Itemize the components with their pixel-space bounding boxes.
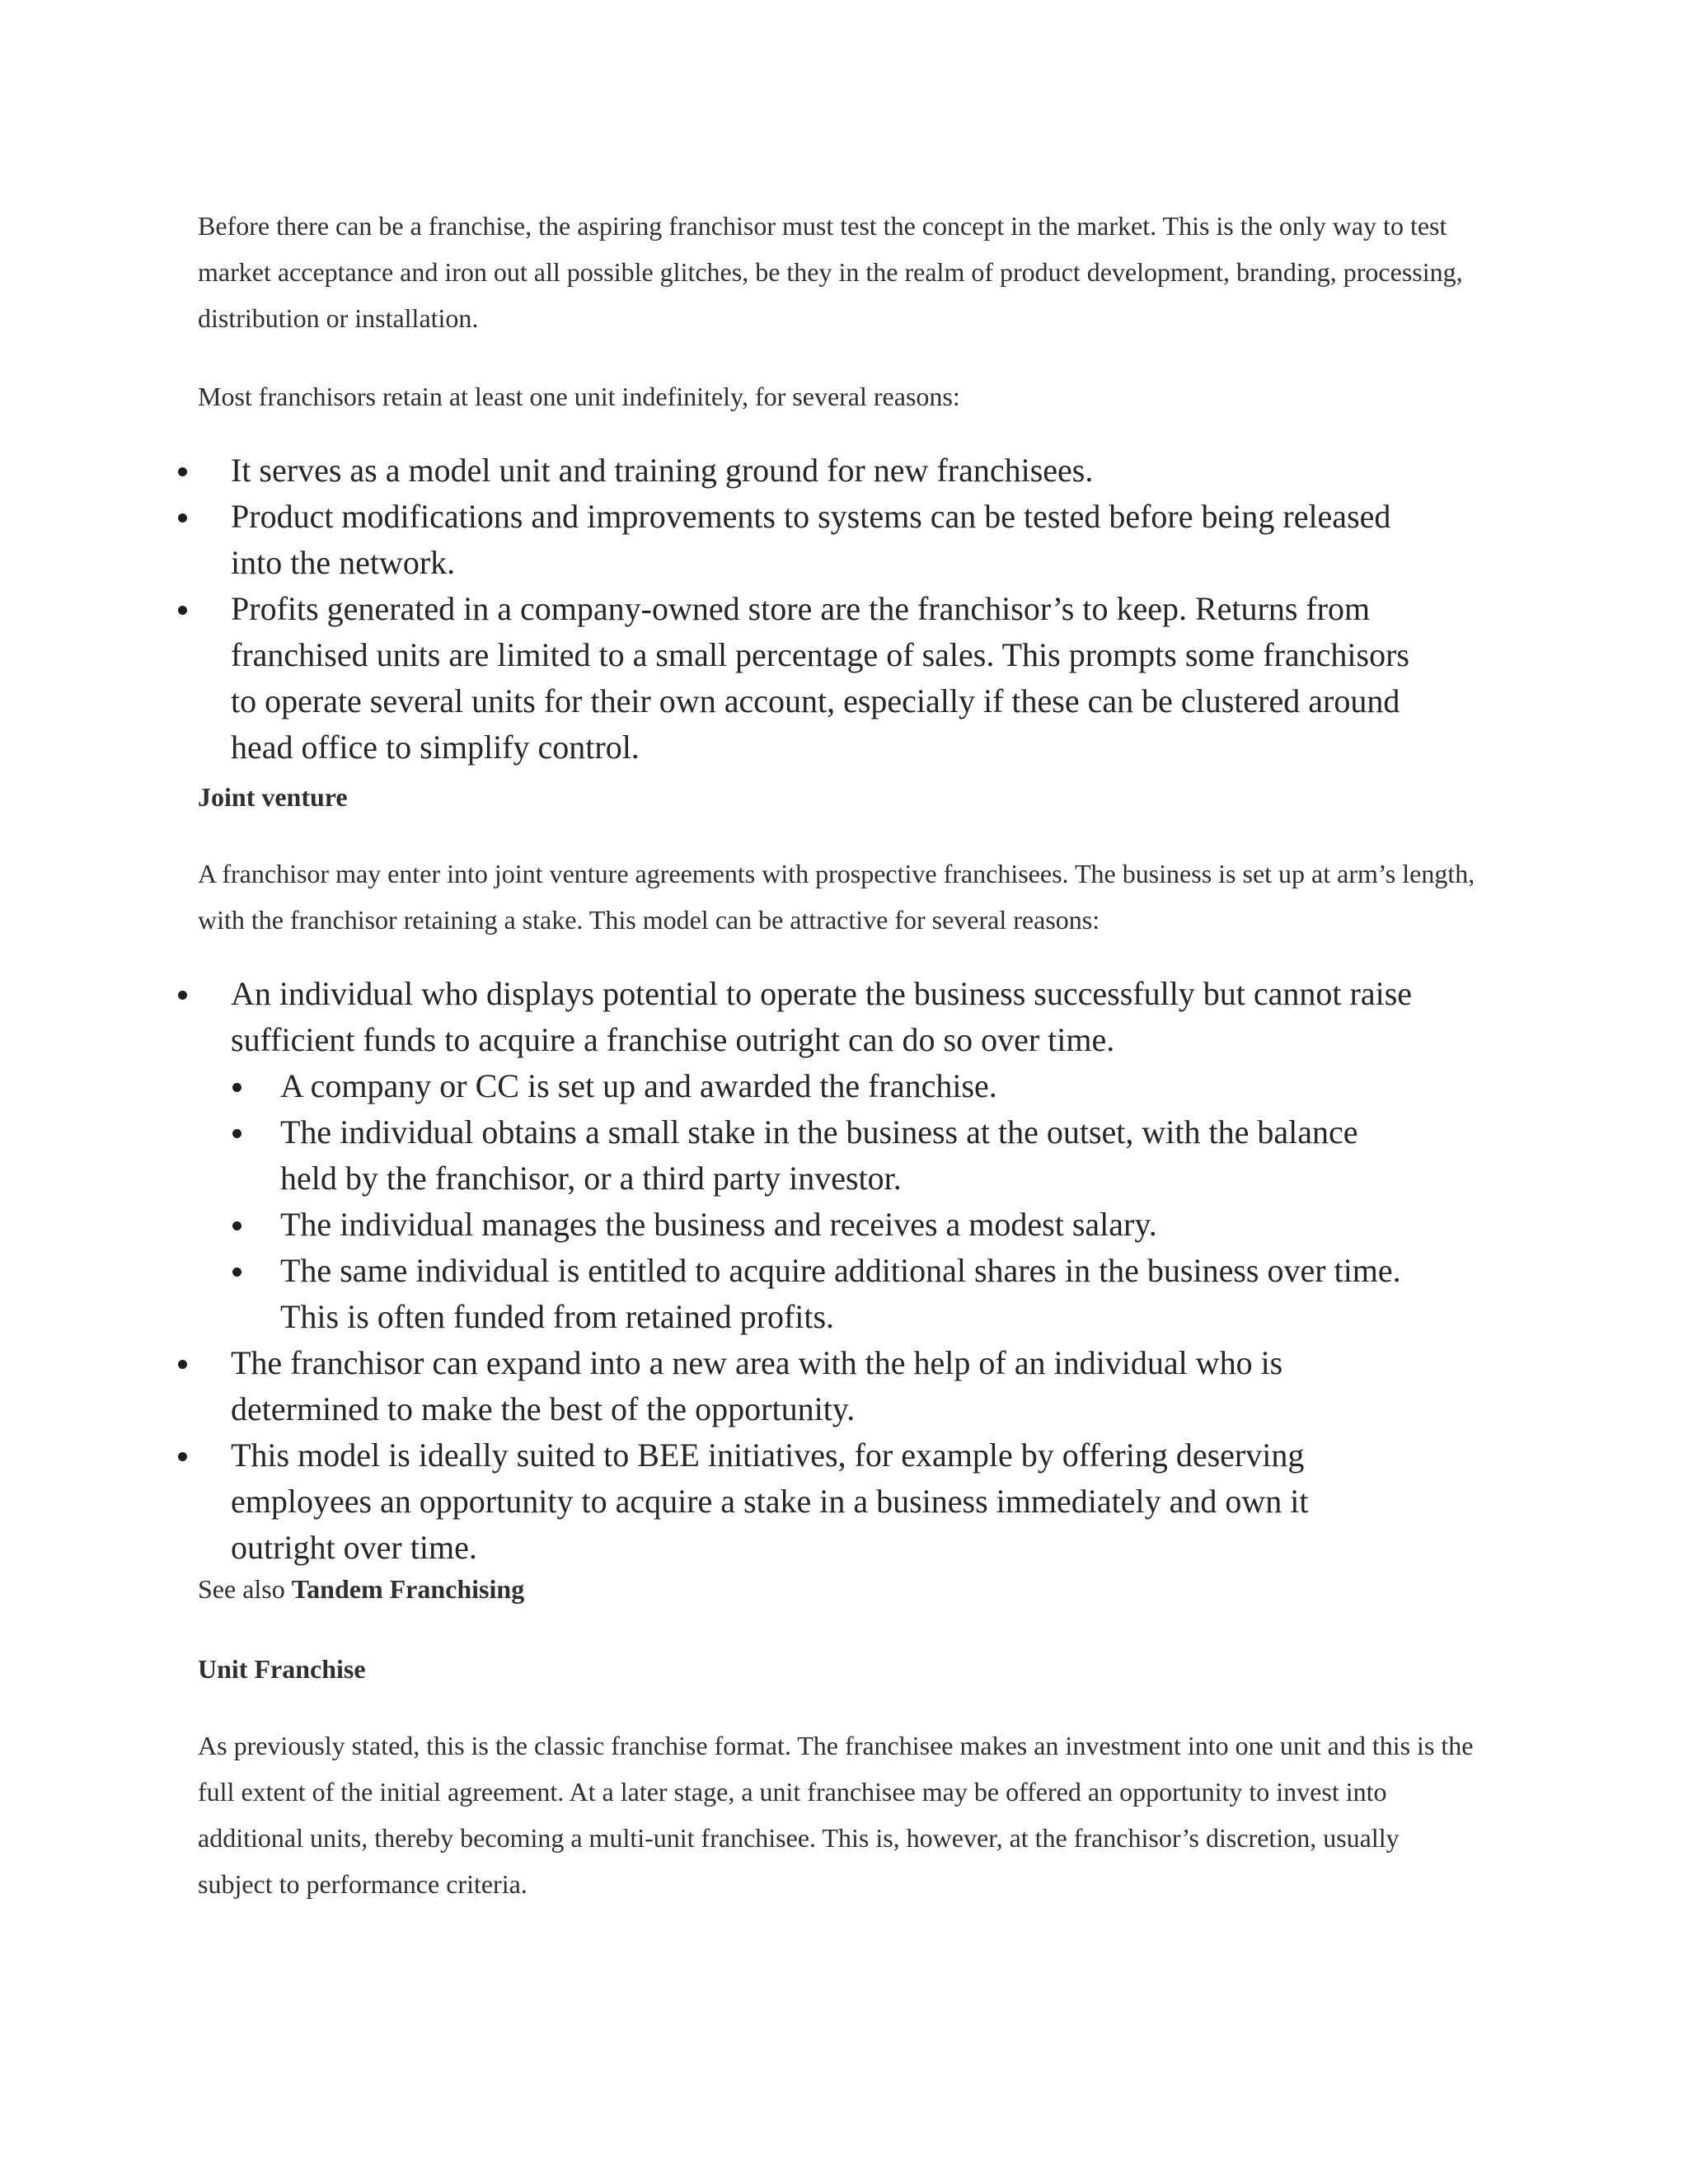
sub-list-item: A company or CC is set up and awarded the franchise. [0, 1063, 1401, 1109]
joint-venture-heading: Joint venture [198, 782, 348, 812]
bullet-icon [232, 1221, 241, 1230]
bullet-icon [178, 1360, 187, 1369]
see-also [198, 1566, 1475, 1612]
list-item: Profits generated in a company-owned store are the franchisor’s to keep. Returns from franchised units are limited to a small percentage of sales. This prompts some franchisors to operate several units for their own account, especially if these can be clustered around head office to simplify control. [0, 586, 1418, 771]
bullet-icon [178, 1452, 187, 1461]
bullet-icon [178, 991, 187, 1000]
unit-franchise-heading: Unit Franchise [198, 1654, 366, 1684]
retain-reasons-list [0, 448, 1688, 771]
bullet-icon [232, 1268, 241, 1277]
sub-list-item: The same individual is entitled to acquire additional shares in the business over time. This is often funded from retained profits. [0, 1248, 1401, 1340]
list-item: It serves as a model unit and training ground for new franchisees. [0, 448, 1418, 494]
bullet-icon [232, 1129, 241, 1138]
joint-venture-reasons-list [0, 971, 1688, 1571]
retain-lead: Most franchisors retain at least one unit indefinitely, for several reasons: [198, 382, 960, 411]
intro-paragraph: Before there can be a franchise, the aspiring franchisor must test the concept in the market. This is the only way to test market acceptance and iron out all possible glitches, be they in the realm of product development, branding, processing, distribution or installation. [198, 211, 1463, 333]
unit-franchise-paragraph: As previously stated, this is the classic franchise format. The franchisee makes an investment into one unit and this is the full extent of the initial agreement. At a later stage, a unit franchisee may be offered an opportunity to invest into additional units, thereby becoming a multi-unit franchisee. This is, however, at the franchisor’s discretion, usually subject to performance criteria. [198, 1731, 1474, 1899]
bullet-icon [178, 467, 187, 476]
list-item: This model is ideally suited to BEE initiatives, for example by offering deserving employees an opportunity to acquire a stake in a business immediately and own it outright over time. [0, 1432, 1418, 1571]
sub-list-item: The individual manages the business and receives a modest salary. [0, 1202, 1401, 1248]
sub-list-item: The individual obtains a small stake in the business at the outset, with the balance held by the franchisor, or a third party investor. [0, 1109, 1401, 1202]
list-item: Product modifications and improvements to systems can be tested before being released into the network. [0, 494, 1418, 586]
list-item: An individual who displays potential to operate the business successfully but cannot raise sufficient funds to acquire a franchise outright can do so over time. [0, 971, 1418, 1063]
bullet-icon [232, 1083, 241, 1092]
list-item: The franchisor can expand into a new area with the help of an individual who is determined to make the best of the opportunity. [0, 1340, 1418, 1432]
see-also-prefix: See also [198, 1574, 292, 1604]
tandem-franchising-link[interactable]: Tandem Franchising [291, 1574, 525, 1604]
joint-venture-paragraph: A franchisor may enter into joint venture agreements with prospective franchisees. The business is set up at arm’s length, with the franchisor retaining a stake. This model can be attractive for several reasons: [198, 859, 1475, 935]
bullet-icon [178, 513, 187, 523]
bullet-icon [178, 606, 187, 615]
